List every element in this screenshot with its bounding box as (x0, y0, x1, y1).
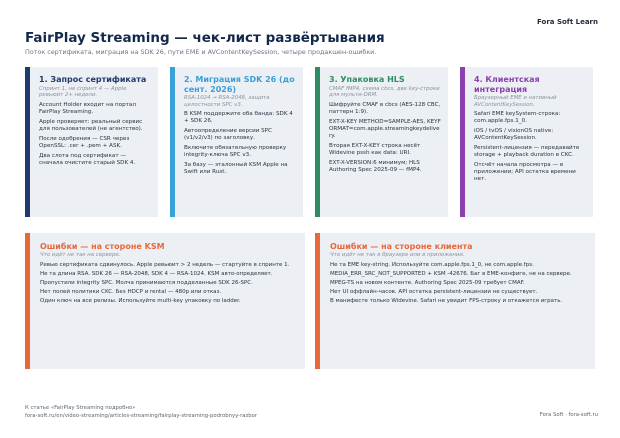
step-card-client-integration (460, 67, 593, 217)
step-line: Safari EME keySystem-строка: com.apple.fps.1_0. (474, 111, 561, 125)
error-card-subtitle: Что идёт не так на сервере. (40, 252, 121, 258)
error-card-client (315, 233, 595, 369)
step-line: iOS / tvOS / visionOS native: AVContentKeySession. (474, 128, 554, 142)
footer-source (25, 404, 257, 420)
error-line: Не та EME key-string. Используйте com.apple.fps.1_0, не com.apple.fps. (330, 262, 534, 268)
step-card-hls-packaging (315, 67, 448, 217)
page-subtitle: Поток сертификата, миграция на SDK 26, пути EME и AVContentKeySession, четыре продакшен-ошибки. (25, 48, 377, 56)
step-line: Вторая EXT-X-KEY строка несёт Widevine pssh как data: URI. (329, 142, 421, 156)
step-line: За базу — эталонный KSM Apple на Swift или Rust. (184, 162, 288, 176)
step-line: EXT-X-VERSION:6 минимум; HLS Authoring Spec 2025-09 — fMP4. (329, 159, 422, 173)
step-card-certificate (25, 67, 158, 217)
step-line: После одобрения — CSR через OpenSSL: .cer + .pem + ASK. (39, 135, 130, 149)
brand-label: Fora Soft Learn (537, 18, 598, 26)
error-line: Ревью сертификата сдвинулось. Apple ревьюит > 2 недель — стартуйте в спринте 1. (40, 262, 290, 268)
step-line: Отсчёт начала просмотра — в приложении; API остатка времени нет. (474, 162, 576, 183)
step-line: Включите обязательную проверку integrity-ключа SPC v3. (184, 145, 287, 159)
step-title: 2. Миграция SDK 26 (до сент. 2026) (184, 75, 295, 94)
step-title: 1. Запрос сертификата (39, 75, 147, 84)
step-subtitle: CMAF fMP4, схема cbcs, две key-строки для мульти-DRM. (329, 85, 440, 99)
step-line: Apple проверяет: реальный сервис для пользователей (не агентство). (39, 118, 143, 132)
step-title: 4. Клиентская интеграция (474, 75, 540, 94)
step-line: Account Holder входит на портал FairPlay Streaming. (39, 101, 136, 115)
step-line: Persistent-лицензия — передавайте storage + playback duration в CKC. (474, 145, 580, 159)
step-title: 3. Упаковка HLS (329, 75, 405, 84)
step-card-sdk-migration (170, 67, 303, 217)
error-card-title: Ошибки — на стороне KSM (40, 242, 165, 251)
footer-credit: Fora Soft · fora-soft.ru (539, 412, 598, 418)
error-card-ksm (25, 233, 305, 369)
error-line: В манифесте только Widevine. Safari не увидит FPS-строку и откажется играть. (330, 298, 563, 304)
step-subtitle: Спринт 1, не спринт 4 — Apple ревьюит 2+ недели. (39, 85, 127, 99)
error-line: Нет полей политики CKC. Без HDCP и rental — 480p или отказ. (40, 289, 222, 295)
footer-source-label: К статье «FairPlay Streaming подробно» (25, 405, 136, 411)
step-line: Два слота под сертификат — сначала очистите старый SDK 4. (39, 152, 136, 166)
error-line: Нет UI оффлайн-часов. API остатка persistent-лицензии не существует. (330, 289, 538, 295)
error-line: Не та длина RSA. SDK 26 — RSA-2048, SDK 4 — RSA-1024. KSM авто-определяет. (40, 271, 273, 277)
error-line: Один ключ на все релизы. Используйте multi-key упаковку по ladder. (40, 298, 241, 304)
error-line: Пропустили integrity SPC. Молча принимаются подделанные SDK 26-SPC. (40, 280, 253, 286)
error-card-title: Ошибки — на стороне клиента (330, 242, 473, 251)
step-line: Шифруйте CMAF в cbcs (AES-128 CBC, паттерн 1:9). (329, 101, 441, 115)
step-subtitle: RSA-1024 → RSA-2048, защита целостности SPC v3. (184, 95, 270, 108)
step-subtitle: Браузерный EME и нативный AVContentKeySession. (474, 95, 557, 108)
step-line: В KSM поддержите оба банда: SDK 4 + SDK 26. (184, 111, 293, 125)
error-card-subtitle: Что идёт не так в браузере или в приложении. (330, 252, 465, 258)
footer-source-link[interactable]: fora-soft.ru/en/video-streaming/articles-streaming/fairplay-streaming-podrobnyy-razbor (25, 413, 258, 419)
page-title: FairPlay Streaming — чек-лист развёртывания (25, 30, 385, 46)
step-line: EXT-X-KEY METHOD=SAMPLE-AES, KEYFORMAT=com.apple.streamingkeydelivery. (329, 118, 441, 139)
error-line: MPEG-TS на новом контенте. Authoring Spec 2025-09 требует CMAF. (330, 280, 525, 286)
error-line: MEDIA_ERR_SRC_NOT_SUPPORTED + KSM -42676. Баг в EME-конфиге, не на сервере. (330, 271, 572, 277)
step-line: Автоопределение версии SPC (v1/v2/v3) по заголовку. (184, 128, 272, 142)
